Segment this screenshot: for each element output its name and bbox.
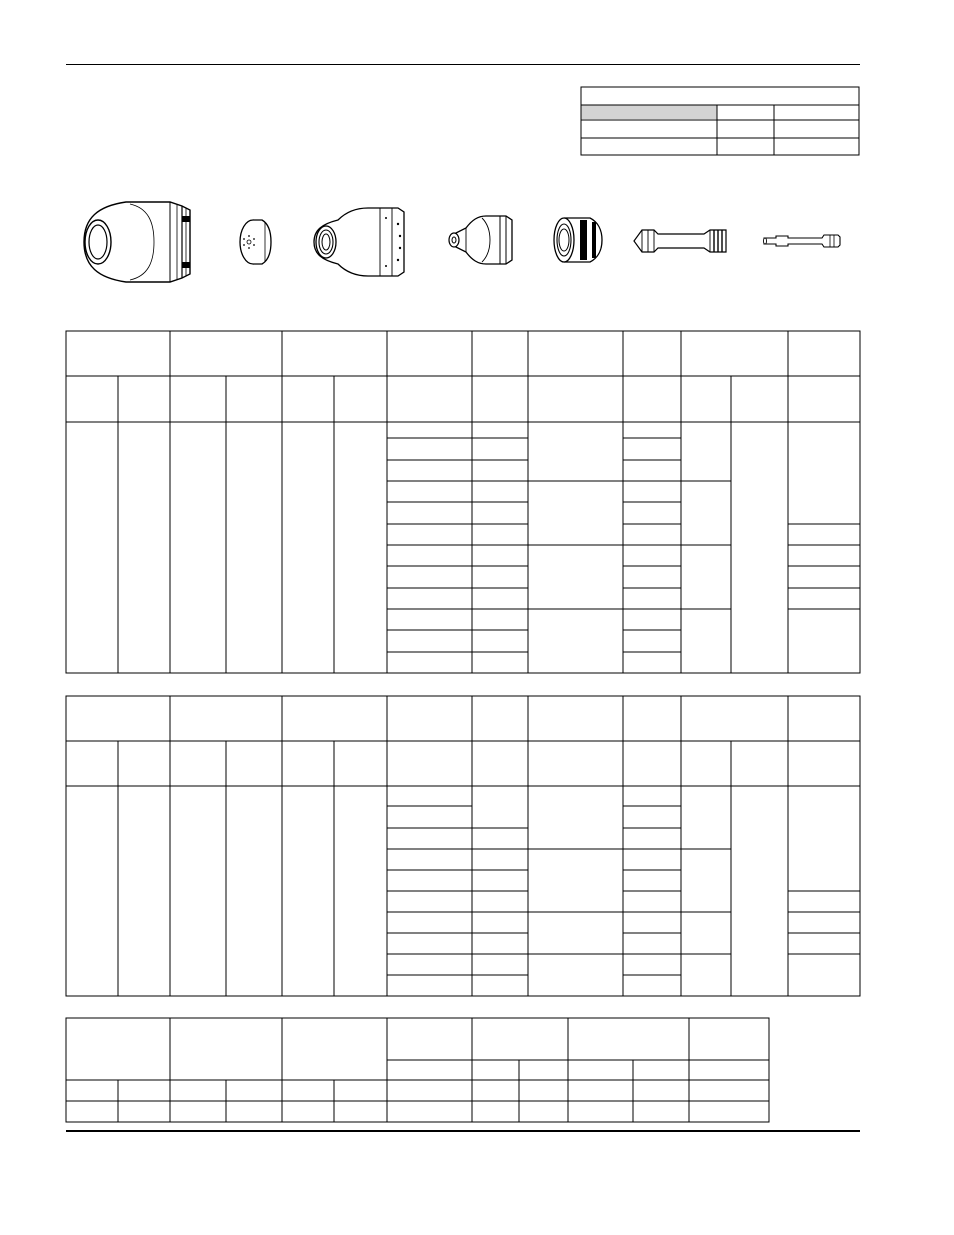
retaining-cap-icon <box>308 204 412 282</box>
nozzle-icon <box>442 210 518 270</box>
legend-table <box>578 86 862 158</box>
shield-icon <box>236 216 274 268</box>
table-2 <box>62 693 864 1001</box>
table-1 <box>62 328 864 678</box>
footer-rule <box>66 1130 860 1132</box>
swirl-ring-icon <box>550 214 606 266</box>
header-rule <box>66 64 860 65</box>
electrode-icon <box>632 224 730 258</box>
table-3 <box>62 1015 774 1127</box>
shield-cap-icon <box>78 196 200 288</box>
water-tube-icon <box>762 230 844 252</box>
